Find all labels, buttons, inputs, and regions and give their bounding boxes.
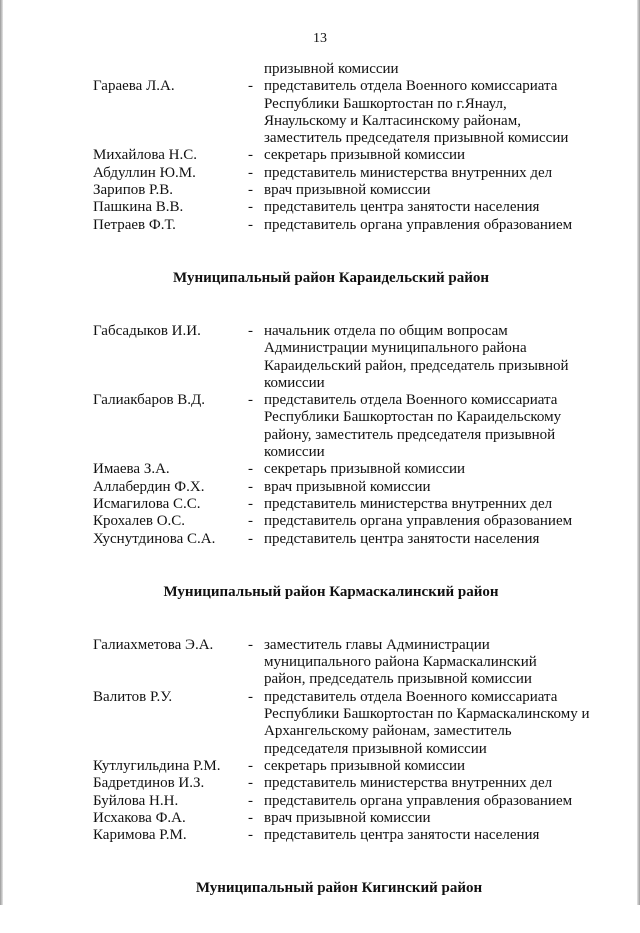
member-role: представитель отдела Военного комиссариата bbox=[264, 392, 558, 409]
member-role: представитель министерства внутренних дел bbox=[264, 164, 553, 181]
member-role: заместитель главы Администрации bbox=[264, 636, 490, 653]
section-continuation bbox=[0, 61, 640, 234]
member-name: Зарипов Р.В. bbox=[93, 182, 174, 199]
member-role: Республики Башкортостан по г.Янаул, bbox=[264, 95, 507, 112]
member-name: Исхакова Ф.А. bbox=[93, 809, 186, 826]
member-role: врач призывной комиссии bbox=[264, 182, 431, 199]
member-name: Буйлова Н.Н. bbox=[93, 792, 179, 809]
member-role: представитель органа управления образованием bbox=[264, 792, 573, 809]
member-line bbox=[0, 392, 640, 409]
dash: - bbox=[248, 757, 253, 774]
member-role: представитель отдела Военного комиссариата bbox=[264, 78, 558, 95]
dash: - bbox=[248, 827, 253, 844]
member-line bbox=[0, 741, 640, 758]
dash: - bbox=[248, 461, 253, 478]
member-line bbox=[0, 479, 640, 496]
member-role: муниципального района Кармаскалинский bbox=[264, 654, 537, 671]
member-role: секретарь призывной комиссии bbox=[264, 757, 466, 774]
member-role: секретарь призывной комиссии bbox=[264, 147, 466, 164]
member-name: Петраев Ф.Т. bbox=[93, 216, 176, 233]
member-line bbox=[0, 654, 640, 671]
member-line bbox=[0, 637, 640, 654]
section-karmaskaly bbox=[0, 637, 640, 845]
member-role: представитель центра занятости населения bbox=[264, 199, 540, 216]
member-line bbox=[0, 61, 640, 78]
member-role: Янаульскому и Калтасинскому районам, bbox=[264, 112, 521, 129]
member-name: Кутлугильдина Р.М. bbox=[93, 757, 221, 774]
member-name: Хуснутдинова С.А. bbox=[93, 530, 216, 547]
member-name: Гараева Л.А. bbox=[93, 78, 175, 95]
section-heading: Муниципальный район Кигинский район bbox=[195, 880, 483, 897]
member-line bbox=[0, 113, 640, 130]
member-role: представитель органа управления образованием bbox=[264, 513, 573, 530]
member-role: врач призывной комиссии bbox=[264, 809, 431, 826]
member-role: представитель органа управления образованием bbox=[264, 216, 573, 233]
member-line bbox=[0, 409, 640, 426]
member-line bbox=[0, 444, 640, 461]
member-line bbox=[0, 427, 640, 444]
member-line bbox=[0, 671, 640, 688]
member-role: представитель центра занятости населения bbox=[264, 530, 540, 547]
member-name: Исмагилова С.С. bbox=[93, 495, 201, 512]
member-line bbox=[0, 199, 640, 216]
member-role: Администрации муниципального района bbox=[264, 340, 527, 357]
dash: - bbox=[248, 147, 253, 164]
member-line bbox=[0, 827, 640, 844]
section-karaidel bbox=[0, 323, 640, 548]
member-role: району, заместитель председателя призывной bbox=[264, 426, 556, 443]
document-content bbox=[0, 61, 640, 933]
member-name: Абдуллин Ю.М. bbox=[93, 164, 196, 181]
member-line bbox=[0, 758, 640, 775]
member-line bbox=[0, 147, 640, 164]
page-number: 13 bbox=[313, 31, 327, 46]
member-line bbox=[0, 775, 640, 792]
member-role: район, председатель призывной комиссии bbox=[264, 671, 532, 688]
member-line bbox=[0, 531, 640, 548]
member-line bbox=[0, 182, 640, 199]
member-line bbox=[0, 706, 640, 723]
member-line bbox=[0, 165, 640, 182]
member-role: представитель центра занятости населения bbox=[264, 827, 540, 844]
dash: - bbox=[248, 322, 253, 339]
member-role: врач призывной комиссии bbox=[264, 478, 431, 495]
member-role: Караидельский район, председатель призывной bbox=[264, 357, 569, 374]
member-line bbox=[0, 340, 640, 357]
member-name: Каримова Р.М. bbox=[93, 827, 187, 844]
dash: - bbox=[248, 530, 253, 547]
member-role: начальник отдела по общим вопросам bbox=[264, 322, 508, 339]
member-line bbox=[0, 723, 640, 740]
member-name: Галиакбаров В.Д. bbox=[93, 392, 206, 409]
member-line bbox=[0, 496, 640, 513]
dash: - bbox=[248, 775, 253, 792]
member-name: Михайлова Н.С. bbox=[93, 147, 197, 164]
member-line bbox=[0, 689, 640, 706]
member-line bbox=[0, 78, 640, 95]
dash: - bbox=[248, 636, 253, 653]
member-name: Пашкина В.В. bbox=[93, 199, 184, 216]
member-line bbox=[0, 130, 640, 147]
member-role: призывной комиссии bbox=[264, 61, 399, 77]
member-role: Архангельскому районам, заместитель bbox=[264, 723, 512, 740]
member-role: комиссии bbox=[264, 444, 325, 461]
dash: - bbox=[248, 164, 253, 181]
dash: - bbox=[248, 392, 253, 409]
member-role: комиссии bbox=[264, 374, 325, 391]
member-name: Крохалев О.С. bbox=[93, 513, 186, 530]
dash: - bbox=[248, 513, 253, 530]
member-role: Республики Башкортостан по Кармаскалинскому и bbox=[264, 706, 590, 723]
member-line bbox=[0, 375, 640, 392]
member-line bbox=[0, 810, 640, 827]
dash: - bbox=[248, 809, 253, 826]
dash: - bbox=[248, 688, 253, 705]
member-line bbox=[0, 793, 640, 810]
member-line bbox=[0, 217, 640, 234]
member-name: Габсадыков И.И. bbox=[93, 322, 201, 339]
member-role: представитель министерства внутренних дел bbox=[264, 775, 553, 792]
member-line bbox=[0, 323, 640, 340]
member-role: председателя призывной комиссии bbox=[264, 740, 487, 757]
dash: - bbox=[248, 182, 253, 199]
dash: - bbox=[248, 216, 253, 233]
dash: - bbox=[248, 199, 253, 216]
member-role: секретарь призывной комиссии bbox=[264, 461, 466, 478]
member-line bbox=[0, 358, 640, 375]
dash: - bbox=[248, 495, 253, 512]
section-heading: Муниципальный район Кармаскалинский район bbox=[163, 583, 499, 600]
member-name: Аллабердин Ф.Х. bbox=[93, 478, 205, 495]
dash: - bbox=[248, 478, 253, 495]
member-line bbox=[0, 461, 640, 478]
dash: - bbox=[248, 78, 253, 95]
member-name: Валитов Р.У. bbox=[93, 688, 173, 705]
dash: - bbox=[248, 792, 253, 809]
member-name: Имаева З.А. bbox=[93, 461, 170, 478]
member-role: представитель отдела Военного комиссариата bbox=[264, 688, 558, 705]
member-line bbox=[0, 513, 640, 530]
member-name: Бадретдинов И.З. bbox=[93, 775, 205, 792]
member-role: представитель министерства внутренних дел bbox=[264, 495, 553, 512]
member-line bbox=[0, 96, 640, 113]
member-role: Республики Башкортостан по Караидельскому bbox=[264, 409, 562, 426]
member-role: заместитель председателя призывной комиссии bbox=[264, 130, 569, 147]
member-name: Галиахметова Э.А. bbox=[93, 636, 214, 653]
section-heading: Муниципальный район Караидельский район bbox=[173, 269, 489, 286]
